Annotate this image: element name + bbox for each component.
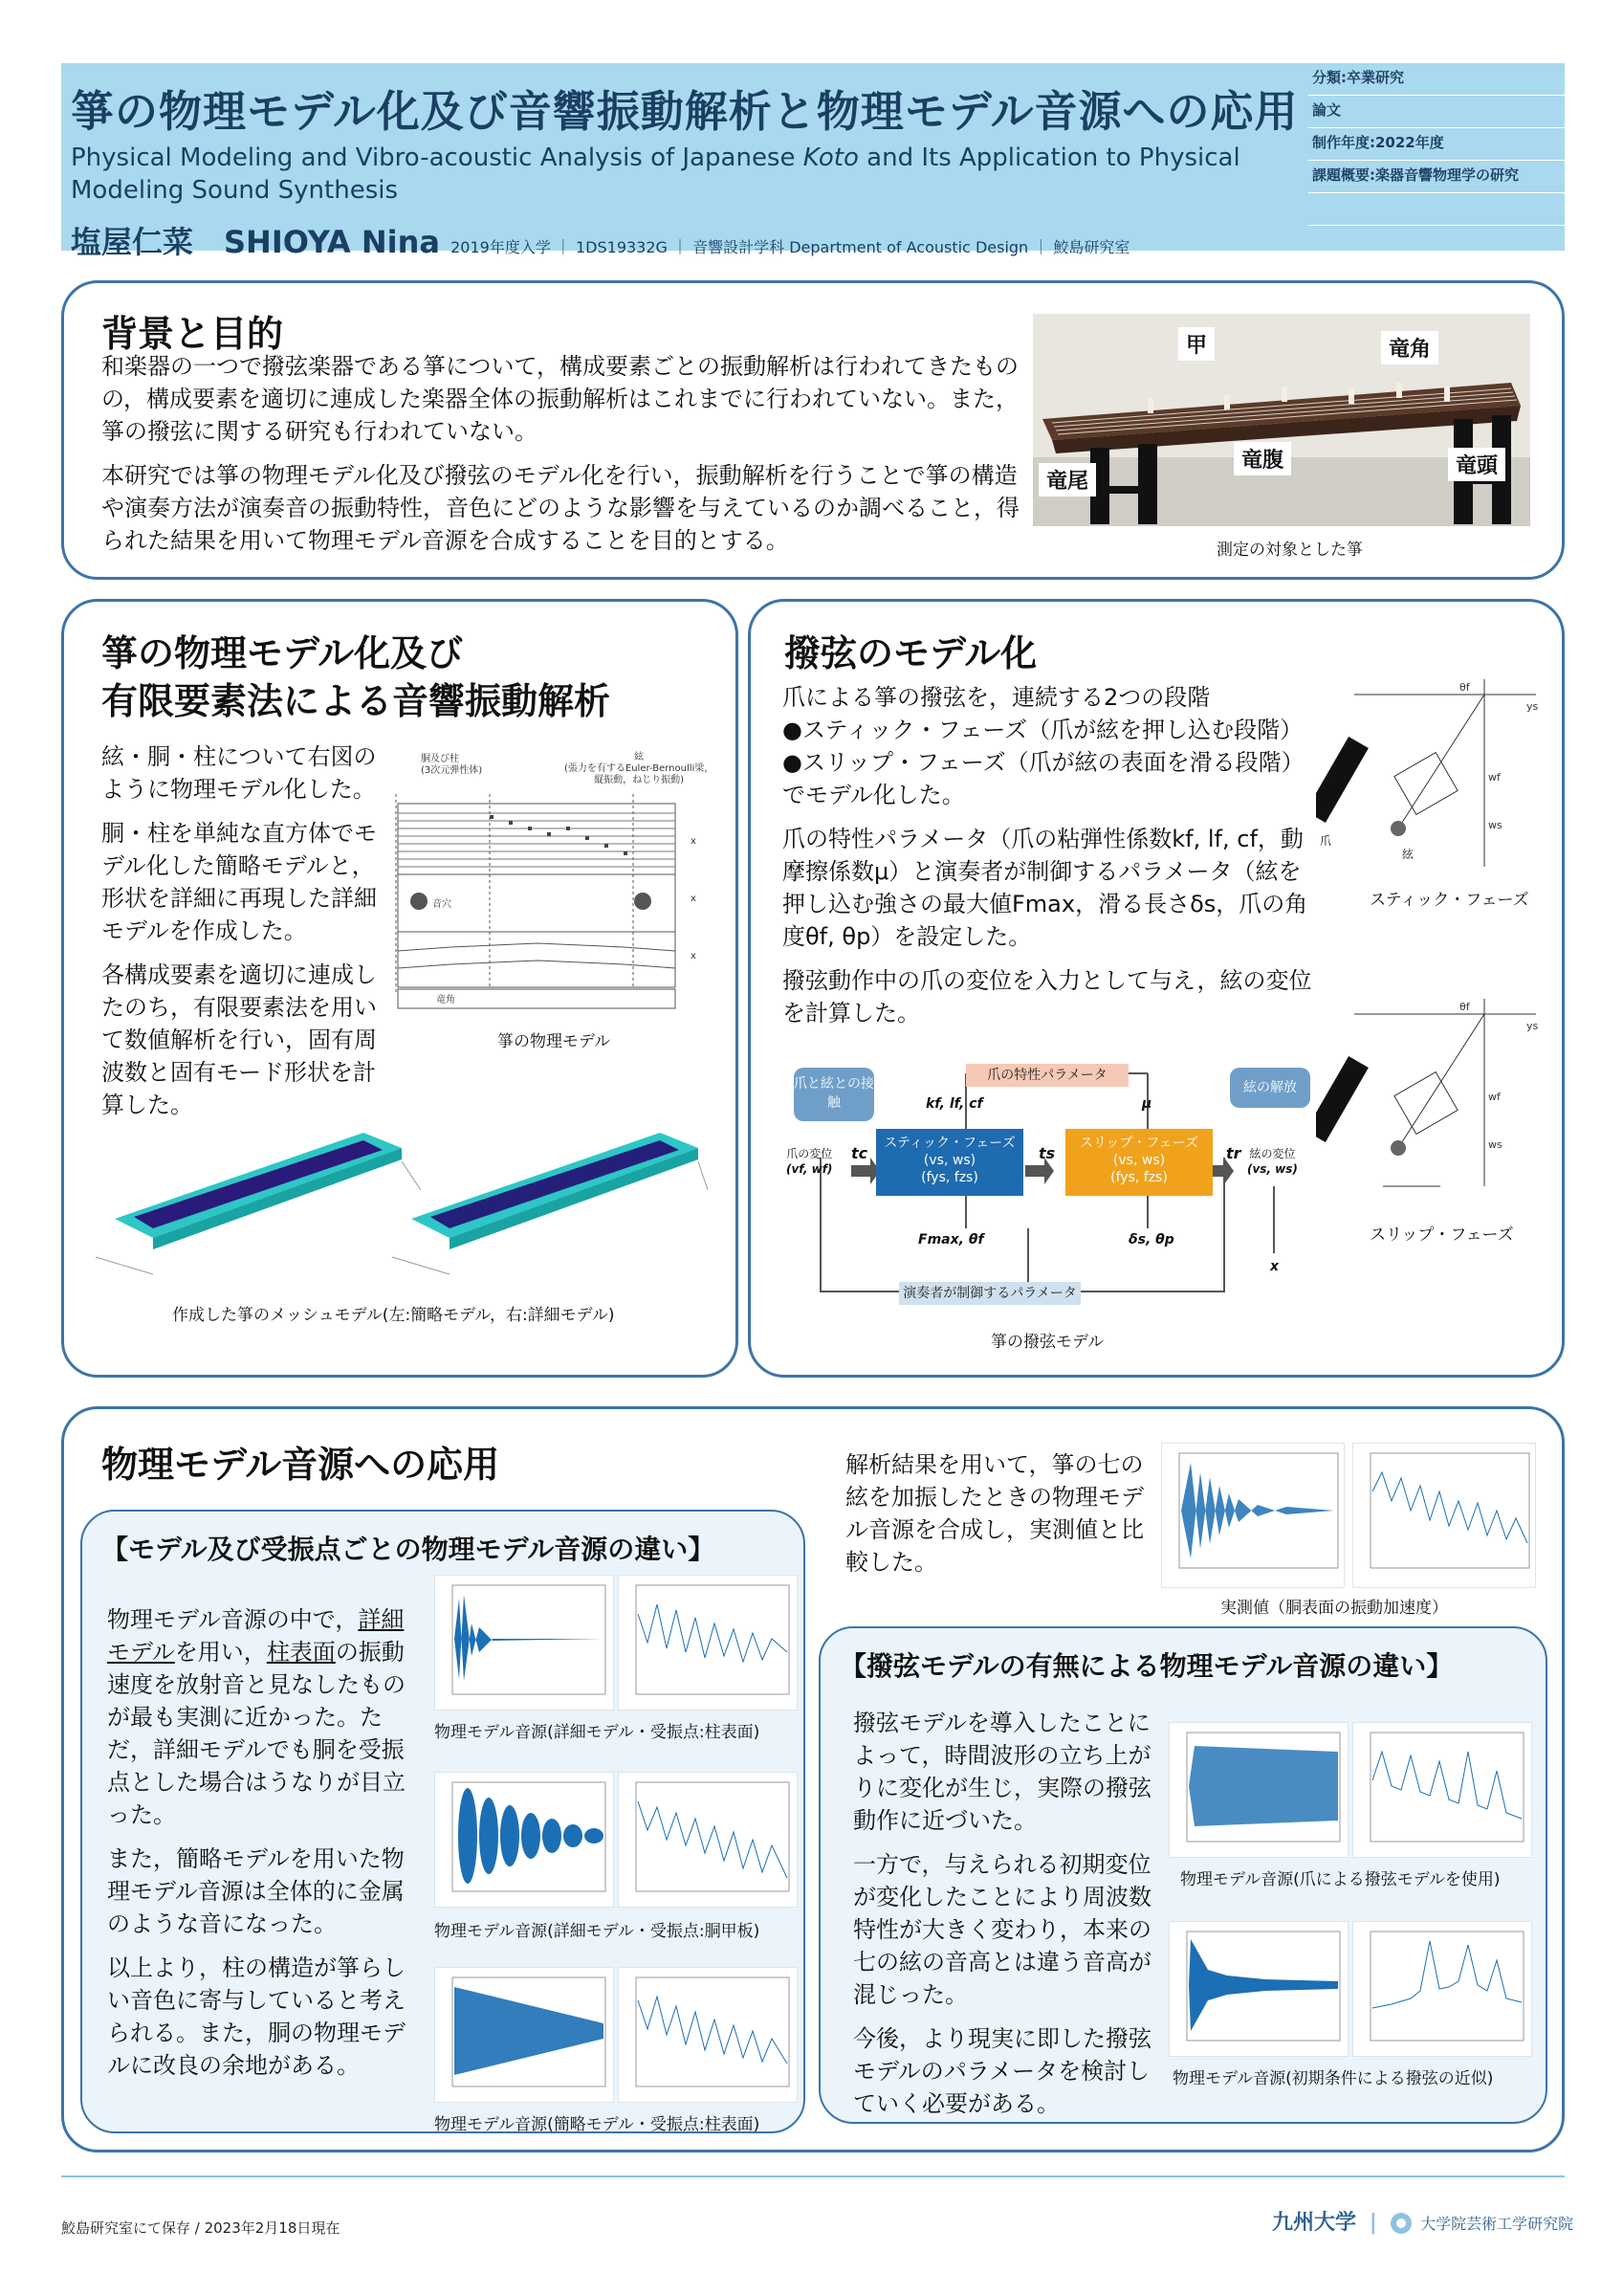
- mesh-caption: 作成した箏のメッシュモデル(左:簡略モデル，右:詳細モデル): [172, 1306, 615, 1325]
- flow-output: 絃の変位 (vs, ws): [1247, 1147, 1298, 1176]
- photo-label-ryuto: 竜頭: [1448, 448, 1505, 481]
- university-logo-icon: [1390, 2212, 1413, 2235]
- diagram-label-body: 胴及び柱 (3次元弾性体): [421, 754, 483, 776]
- model-comparison-para-3: 以上より，柱の構造が箏らしい音色に寄与していると考えられる。また，胴の物理モデルに改良の余地がある。: [107, 1954, 406, 2079]
- background-para-1: 和楽器の一つで撥弦楽器である箏について，構成要素ごとの振動解析は行われてきたものの，構成要素を適切に連成した楽器全体の振動解析はこれまでに行われていない。また，箏の撥弦に関する研究も行われていない。: [101, 353, 1020, 445]
- model-comparison-text: [107, 1603, 419, 2093]
- flow-x: x: [1270, 1259, 1280, 1274]
- pluck-comparison-para-1: 撥弦モデルを導入したことによって，時間波形の立ち上がりに変化が生じ，実際の撥弦動作に近づいた。: [853, 1710, 1151, 1834]
- photo-caption: 測定の対象とした箏: [1217, 541, 1363, 560]
- fem-text: [101, 740, 388, 1133]
- photo-label-kou: 甲: [1178, 327, 1215, 361]
- detail-pillar-time-plot: [434, 1575, 614, 1711]
- koto-model-diagram: [394, 756, 719, 1012]
- measured-caption: 実測値（胴表面の振動加速度）: [1220, 1599, 1448, 1618]
- nail-params-box: 爪の特性パラメータ: [966, 1064, 1129, 1087]
- release-bubble: 絃の解放: [1230, 1068, 1310, 1108]
- measured-time-plot: [1161, 1443, 1345, 1588]
- svg-text:x: x: [691, 894, 696, 904]
- model-comparison-para-1: 物理モデル音源の中で，詳細モデルを用い，柱表面の振動速度を放射音と見なしたものが最も実測に近かった。ただ，詳細モデルでも胴を受振点とした場合はうなりが目立った。: [107, 1606, 406, 1828]
- svg-text:wf: wf: [1488, 771, 1501, 784]
- nail-model-caption: 物理モデル音源(爪による撥弦モデルを使用): [1180, 1870, 1501, 1889]
- detail-body-spectrum-plot: [618, 1772, 798, 1908]
- measured-spectrum-plot: [1352, 1443, 1536, 1588]
- simple-pillar-spectrum-plot: [618, 1967, 798, 2103]
- contact-bubble: 爪と絃との接触: [794, 1068, 874, 1121]
- flow-delta: δs, θp: [1129, 1232, 1174, 1247]
- svg-text:wf: wf: [1488, 1091, 1501, 1103]
- photo-label-ryufuku: 竜腹: [1234, 442, 1291, 475]
- flow-mu: μ: [1142, 1096, 1152, 1112]
- flow-kfc: kf, lf, cf: [926, 1096, 983, 1112]
- svg-text:ws: ws: [1488, 1138, 1502, 1151]
- pluck-comparison-text: [853, 1707, 1157, 2131]
- photo-label-ryukaku: 竜角: [1381, 331, 1438, 364]
- player-params-box: 演奏者が制御するパラメータ: [899, 1282, 1081, 1305]
- pluck-title: 撥弦のモデル化: [784, 632, 1038, 674]
- pluck-para-1c: ●スリップ・フェーズ（爪が絃の表面を滑る段階）: [782, 749, 1305, 776]
- koto-photo: [1033, 314, 1530, 526]
- fem-title-line1: 箏の物理モデル化及び: [101, 632, 464, 674]
- svg-text:θf: θf: [1459, 681, 1470, 694]
- slip-phase-box: スリップ・フェーズ (vs, ws) (fys, fzs): [1065, 1129, 1213, 1196]
- diagram-label-string: 絃 (張力を有するEuler-Bernoulli梁， 縦振動，ねじり振動): [564, 752, 714, 785]
- svg-text:x: x: [691, 951, 696, 961]
- pluck-para-1a: 爪による箏の撥弦を，連続する2つの段階: [782, 684, 1211, 711]
- initial-condition-spectrum-plot: [1352, 1921, 1532, 2057]
- svg-text:ys: ys: [1526, 700, 1539, 713]
- detail-pillar-spectrum-plot: [618, 1575, 798, 1711]
- fem-para-1: 絃・胴・柱について右図のように物理モデル化した。: [101, 743, 377, 803]
- koto-photo-illustration: [1033, 314, 1530, 526]
- flow-tc: tc: [851, 1144, 868, 1162]
- background-title: 背景と目的: [101, 313, 284, 355]
- detail-body-time-plot: [434, 1772, 614, 1908]
- background-para-2: 本研究では箏の物理モデル化及び撥弦のモデル化を行い，振動解析を行うことで箏の構造や演奏方法が演奏音の振動特性，音色にどのような影響を与えているのか調べること，得られた結果を用いて物理モデル音源を合成することを目的とする。: [101, 462, 1020, 554]
- flow-fmax: Fmax, θf: [918, 1232, 984, 1247]
- simple-pillar-time-plot: [434, 1967, 614, 2103]
- pluck-para-1d: でモデル化した。: [782, 782, 965, 808]
- initial-condition-caption: 物理モデル音源(初期条件による撥弦の近似): [1173, 2069, 1494, 2088]
- stick-phase-diagram: [1316, 675, 1555, 876]
- fem-para-2: 胴・柱を単純な直方体でモデル化した簡略モデルと，形状を詳細に再現した詳細モデルを作成した。: [101, 820, 377, 944]
- fem-title-line2: 有限要素法による音響振動解析: [101, 680, 611, 722]
- slip-phase-diagram: [1316, 995, 1555, 1196]
- mesh-model-images: [96, 1114, 708, 1276]
- pluck-comparison-para-2: 一方で，与えられる初期変位が変化したことにより周波数特性が大きく変わり，本来の七の絃の音高とは違う音高が混じった。: [853, 1851, 1151, 2008]
- flow-caption: 箏の撥弦モデル: [991, 1333, 1105, 1352]
- meta-table: [1308, 63, 1565, 226]
- school-name: 大学院芸術工学研究院: [1420, 2215, 1574, 2233]
- svg-text:ws: ws: [1488, 819, 1502, 831]
- detail-pillar-caption: 物理モデル音源(詳細モデル・受振点:柱表面): [434, 1723, 760, 1742]
- svg-text:x: x: [691, 836, 696, 847]
- stick-label-nail: 爪: [1320, 834, 1332, 848]
- model-comparison-title: 【モデル及び受振点ごとの物理モデル音源の違い】: [101, 1534, 715, 1565]
- flow-tr: tr: [1226, 1144, 1241, 1162]
- svg-text:ys: ys: [1526, 1020, 1539, 1032]
- author-name: 塩屋仁菜 SHIOYA Nina: [71, 224, 440, 260]
- meta-summary: 課題概要:楽器音響物理学の研究: [1308, 161, 1565, 193]
- flow-ts: ts: [1039, 1144, 1056, 1162]
- nail-model-time-plot: [1169, 1722, 1349, 1858]
- meta-category: 分類:卒業研究: [1308, 63, 1565, 96]
- stick-caption: スティック・フェーズ: [1370, 891, 1529, 910]
- author-details: 2019年度入学 ｜ 1DS19332G ｜ 音響設計学科 Department of Acoustic Design ｜ 鮫島研究室: [450, 238, 1130, 256]
- pluck-para-2: 爪の特性パラメータ（爪の粘弾性係数kf, lf, cf，動摩擦係数μ）と演奏者が制御するパラメータ（絃を押し込む強さの最大値Fmax，滑る長さδs，爪の角度θf, θp）を設定した。: [782, 826, 1308, 950]
- diagram-label-ryukaku: 竜角: [436, 995, 455, 1005]
- author-line: [71, 218, 1130, 262]
- fem-diagram-caption: 箏の物理モデル: [497, 1032, 611, 1051]
- english-title: Physical Modeling and Vibro-acoustic Analysis of Japanese Koto and Its Application to Physical Modeling Sound Synthesis: [71, 144, 1240, 205]
- synthesis-intro: 解析結果を用いて，箏の七の絃を加振したときの物理モデル音源を合成し，実測値と比較した。: [845, 1451, 1144, 1576]
- detail-body-caption: 物理モデル音源(詳細モデル・受振点:胴甲板): [434, 1922, 760, 1941]
- stick-phase-box: スティック・フェーズ (vs, ws) (fys, fzs): [876, 1129, 1023, 1196]
- simple-pillar-caption: 物理モデル音源(簡略モデル・受振点:柱表面): [434, 2115, 760, 2134]
- diagram-label-hole: 音穴: [432, 899, 451, 910]
- meta-year: 制作年度:2022年度: [1308, 128, 1565, 161]
- university-name: 九州大学: [1272, 2211, 1357, 2235]
- stick-label-string: 絃: [1402, 848, 1415, 861]
- pluck-para-1b: ●スティック・フェーズ（爪が絃を押し込む段階）: [782, 717, 1304, 743]
- pluck-text: [782, 681, 1318, 1041]
- pluck-para-3: 撥弦動作中の爪の変位を入力として与え，絃の変位を計算した。: [782, 967, 1312, 1027]
- meta-empty: [1308, 193, 1565, 226]
- fem-para-3: 各構成要素を適切に連成したのち，有限要素法を用いて数値解析を行い，固有周波数と固有モード形状を計算した。: [101, 961, 377, 1118]
- model-comparison-para-2: また，簡略モデルを用いた物理モデル音源は全体的に金属のような音になった。: [107, 1845, 405, 1937]
- meta-type: 論文: [1308, 96, 1565, 128]
- background-text: [101, 350, 1020, 568]
- pluck-comparison-title: 【撥弦モデルの有無による物理モデル音源の違い】: [840, 1650, 1454, 1682]
- synthesis-title: 物理モデル音源への応用: [101, 1444, 500, 1486]
- slip-caption: スリップ・フェーズ: [1370, 1225, 1514, 1245]
- initial-condition-time-plot: [1169, 1921, 1349, 2057]
- svg-text:θf: θf: [1459, 1001, 1470, 1013]
- photo-label-ryubi: 竜尾: [1039, 463, 1096, 497]
- page-title: 箏の物理モデル化及び音響振動解析と物理モデル音源への応用: [71, 86, 1299, 137]
- pluck-comparison-para-3: 今後，より現実に即した撥弦モデルのパラメータを検討していく必要がある。: [853, 2025, 1151, 2117]
- flow-input: 爪の変位 (vf, wf): [786, 1147, 833, 1176]
- footer-divider: [61, 2175, 1565, 2177]
- nail-model-spectrum-plot: [1352, 1722, 1532, 1858]
- footer-archive-note: 鮫島研究室にて保存 / 2023年2月18日現在: [61, 2219, 340, 2237]
- footer-institution: 九州大学 | 大学院芸術工学研究院: [1272, 2211, 1574, 2235]
